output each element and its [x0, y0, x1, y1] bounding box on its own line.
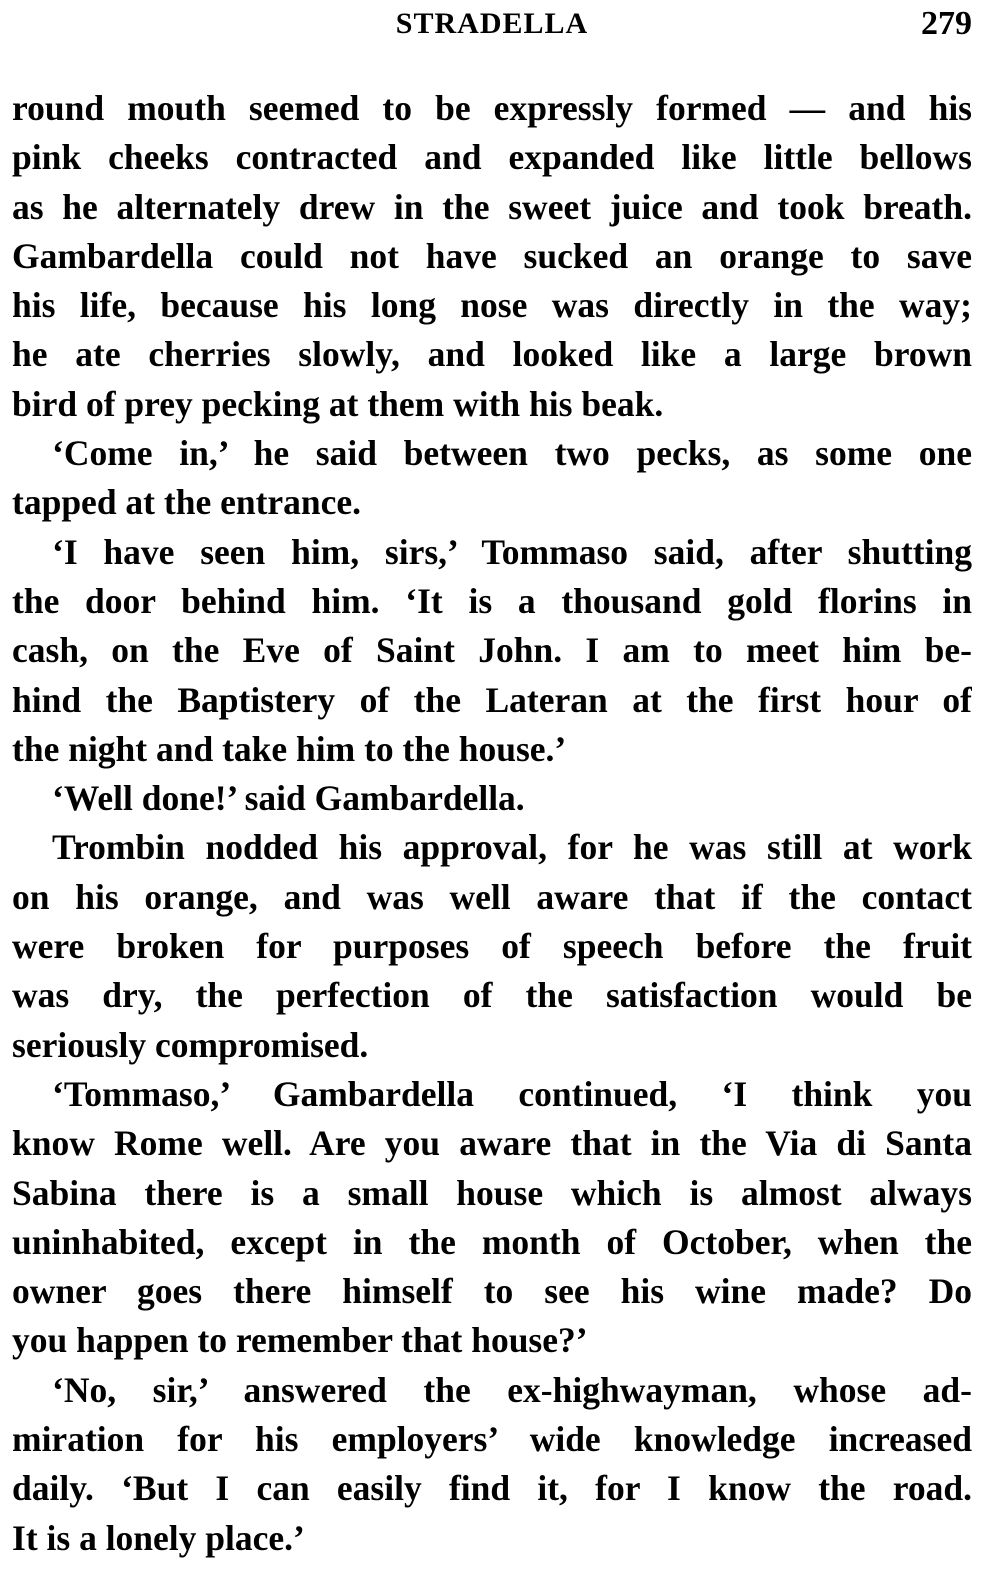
text-line: tapped at the entrance.	[12, 482, 362, 523]
text-line: pink cheeks contracted and expanded like little bellows	[12, 137, 972, 178]
text-line: owner goes there himself to see his wine made? Do	[12, 1271, 972, 1312]
text-line: ‘I have seen him, sirs,’ Tommaso said, after shutting	[52, 531, 972, 572]
text-line: ‘Well done!’ said Gambardella.	[52, 778, 525, 819]
text-line: on his orange, and was well aware that if the contact	[12, 876, 972, 917]
text-line: It is a lonely place.’	[12, 1517, 305, 1558]
text-line: ‘Tommaso,’ Gambardella continued, ‘I think you	[52, 1073, 972, 1114]
text-line: uninhabited, except in the month of October, when the	[12, 1221, 972, 1262]
text-line: the door behind him. ‘It is a thousand gold florins in	[12, 580, 972, 621]
body-text	[12, 84, 972, 1563]
text-line: his life, because his long nose was directly in the way;	[12, 285, 972, 326]
running-title: STRADELLA	[395, 7, 589, 40]
text-line: hind the Baptistery of the Lateran at the first hour of	[12, 679, 972, 720]
text-line: round mouth seemed to be expressly formed — and his	[12, 88, 972, 128]
text-line: Sabina there is a small house which is almost always	[12, 1172, 972, 1213]
text-line: he ate cherries slowly, and looked like a large brown	[12, 334, 972, 375]
text-line: bird of prey pecking at them with his beak.	[12, 383, 664, 424]
text-line: miration for his employers’ wide knowledge increased	[12, 1419, 972, 1460]
text-line: as he alternately drew in the sweet juice and took breath.	[12, 186, 972, 227]
text-line: Gambardella could not have sucked an orange to save	[12, 235, 972, 276]
text-line: ‘Come in,’ he said between two pecks, as some one	[52, 433, 972, 474]
text-line: the night and take him to the house.’	[12, 728, 567, 769]
book-page	[12, 0, 972, 1592]
text-line: was dry, the perfection of the satisfaction would be	[12, 975, 972, 1016]
text-line: know Rome well. Are you aware that in the Via di Santa	[12, 1123, 972, 1164]
text-line: ‘No, sir,’ answered the ex-highwayman, whose ad-	[52, 1369, 972, 1410]
text-line: seriously compromised.	[12, 1024, 369, 1065]
text-line: cash, on the Eve of Saint John. I am to meet him be-	[12, 630, 972, 671]
page-number: 279	[921, 5, 972, 42]
text-line: you happen to remember that house?’	[12, 1320, 588, 1361]
running-header	[12, 0, 972, 46]
text-line: Trombin nodded his approval, for he was still at work	[52, 827, 972, 868]
text-line: were broken for purposes of speech before the fruit	[12, 926, 972, 967]
text-line: daily. ‘But I can easily find it, for I know the road.	[12, 1468, 972, 1509]
